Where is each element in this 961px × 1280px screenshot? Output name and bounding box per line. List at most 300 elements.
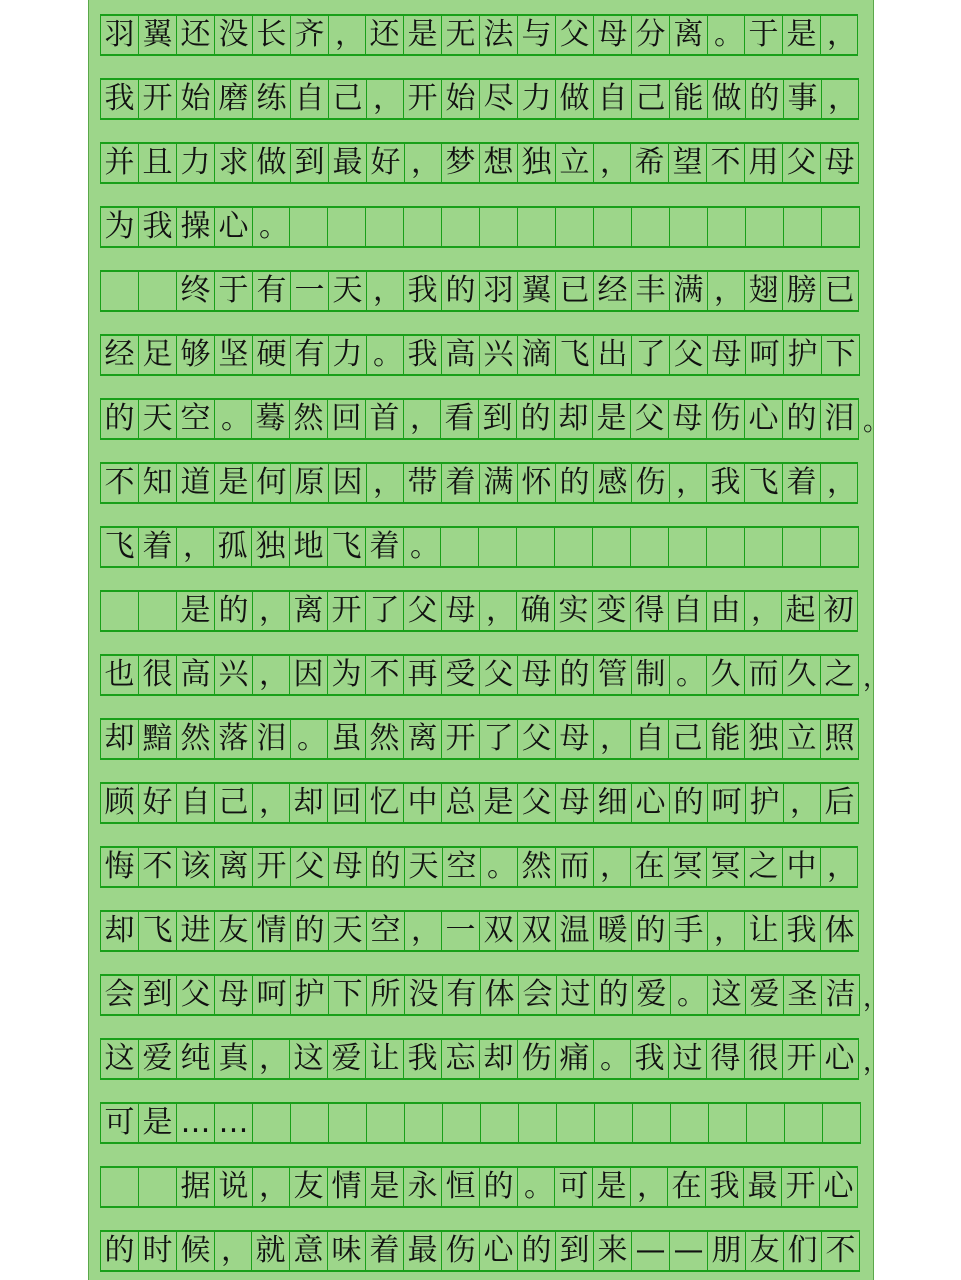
grid-cell: 高 [177,656,215,694]
grid-cell: 母 [594,16,632,54]
grid-cell: 分 [632,16,670,54]
grid-cell: 们 [784,1232,822,1270]
grid-cell: 丰 [632,272,670,310]
grid-cell: 己 [329,80,367,118]
grid-cell: 还 [177,16,215,54]
grid-cell: 做 [708,80,746,118]
grid-cell: 回 [328,784,366,822]
grid-cell: 就 [252,1232,290,1270]
grid-line [100,974,860,1016]
grid-cell: 做 [556,80,594,118]
grid-cell: 求 [215,144,253,182]
grid-cell: ， [405,912,442,950]
grid-cell: 自 [291,80,329,118]
grid-cell: 母 [556,720,594,758]
grid-cell: 我 [139,208,177,246]
grid-cell: 意 [290,1232,328,1270]
margin-punctuation: ， [863,662,890,693]
grid-cell: 情 [253,912,291,950]
grid-cell: 着 [139,528,177,566]
grid-cell: 黯 [139,720,177,758]
grid-cell: 说 [215,1168,253,1206]
grid-cell: 爱 [139,1040,177,1078]
grid-cell: 的 [595,976,633,1014]
grid-cell: 所 [367,976,405,1014]
grid-cell: 候 [177,1232,215,1270]
grid-cell: 翅 [745,272,783,310]
grid-cell: 感 [594,464,632,502]
grid-cell: 是 [480,784,518,822]
grid-cell: ， [784,784,821,822]
grid-cell: 有 [443,976,481,1014]
grid-cell [367,1104,405,1142]
grid-cell [785,1104,823,1142]
grid-cell: 坚 [215,336,253,374]
grid-cell: 会 [101,976,139,1014]
grid-cell: 爱 [746,976,784,1014]
grid-cell: 让 [366,1040,404,1078]
grid-cell: 空 [177,400,215,438]
grid-cell: 望 [669,144,707,182]
grid-cell: 开 [442,720,480,758]
grid-cell: 羽 [101,16,139,54]
grid-cell: 久 [783,656,821,694]
grid-cell: 过 [557,976,595,1014]
grid-cell: 离 [670,16,708,54]
grid-cell [291,1104,329,1142]
grid-cell: 是 [139,1104,177,1142]
grid-cell: 心 [215,208,253,246]
grid-cell: 己 [632,80,670,118]
grid-cell: 飞 [139,912,177,950]
grid-cell: 是 [215,464,253,502]
grid-cell: 的 [291,912,329,950]
grid-cell [443,1104,481,1142]
grid-cell: 的 [517,400,555,438]
grid-cell: 父 [556,16,594,54]
grid-cell: 出 [594,336,632,374]
grid-cell: 我 [101,80,139,118]
grid-cell: 总 [442,784,480,822]
grid-cell: 事 [784,80,822,118]
grid-line [100,718,859,760]
grid-cell: ， [404,400,441,438]
grid-cell: 独 [745,720,783,758]
grid-cell: 最 [744,1168,782,1206]
grid-cell: 着 [366,1232,404,1270]
grid-cell: 冥 [669,848,707,886]
grid-cell: 父 [480,656,518,694]
grid-cell: 己 [215,784,253,822]
grid-cell: 练 [253,80,291,118]
grid-cell: 飞 [101,528,139,566]
grid-cell [633,1104,671,1142]
grid-cell: ， [821,848,858,886]
grid-cell: 着 [783,464,821,502]
grid-cell: 据 [177,1168,215,1206]
grid-cell: 力 [518,80,556,118]
grid-cell: 着 [366,528,404,566]
grid-cell: 做 [253,144,291,182]
grid-cell [139,592,177,630]
grid-cell: 泪 [253,720,291,758]
grid-cell: 自 [594,80,632,118]
grid-cell: 心 [632,784,670,822]
grid-cell [632,208,670,246]
grid-cell [822,208,860,246]
grid-line [100,334,860,376]
grid-cell: 爱 [633,976,671,1014]
grid-cell: 开 [783,1040,821,1078]
grid-cell: 独 [518,144,556,182]
grid-cell: 再 [404,656,442,694]
grid-cell: 母 [442,592,480,630]
grid-cell: 是 [783,16,821,54]
grid-cell: 却 [555,400,593,438]
grid-cell: 在 [631,848,669,886]
grid-cell: 该 [177,848,215,886]
grid-cell: 。 [594,1040,631,1078]
grid-cell: ， [594,720,631,758]
grid-cell: 经 [594,272,632,310]
grid-cell: 。 [671,976,708,1014]
grid-cell: 翼 [139,16,177,54]
margin-punctuation: ， [863,982,890,1013]
grid-cell: 好 [367,144,405,182]
grid-cell: 力 [329,336,367,374]
grid-cell: 地 [290,528,328,566]
grid-line [100,590,858,632]
grid-cell: 离 [404,720,442,758]
grid-cell: 母 [669,400,707,438]
grid-cell: 因 [329,464,367,502]
grid-cell [631,528,669,566]
grid-cell: 心 [480,1232,518,1270]
grid-cell: 却 [101,720,139,758]
grid-cell: 能 [707,720,745,758]
grid-cell [404,208,442,246]
grid-cell: 情 [328,1168,366,1206]
grid-cell: 然 [366,720,404,758]
grid-cell: 圣 [784,976,822,1014]
grid-cell: 孤 [214,528,252,566]
grid-cell: … [215,1104,253,1142]
grid-cell: ， [631,1168,668,1206]
grid-cell: 是 [404,16,442,54]
grid-cell: ， [177,528,214,566]
grid-cell: 护 [746,784,784,822]
grid-cell: ， [594,848,631,886]
grid-cell: 很 [745,1040,783,1078]
grid-cell: 天 [405,848,443,886]
grid-cell: 飞 [328,528,366,566]
grid-cell: 磨 [215,80,253,118]
grid-cell: ， [821,16,858,54]
grid-cell: 我 [404,272,442,310]
grid-cell [555,528,593,566]
grid-cell [139,272,177,310]
grid-cell: 体 [481,976,519,1014]
grid-cell [784,208,822,246]
grid-cell: 父 [518,784,556,822]
grid-cell: 得 [707,1040,745,1078]
grid-cell [593,528,631,566]
grid-cell: 的 [215,592,253,630]
grid-cell: 开 [328,592,366,630]
grid-cell: 希 [631,144,669,182]
grid-cell: 然 [518,848,556,886]
grid-cell: 。 [481,848,518,886]
grid-cell: 双 [480,912,518,950]
grid-cell: 足 [139,336,177,374]
grid-line [100,398,859,440]
grid-cell: 立 [556,144,594,182]
grid-cell: 够 [177,336,215,374]
grid-cell: 我 [783,912,821,950]
grid-cell: 母 [821,144,859,182]
grid-cell: 齐 [291,16,329,54]
grid-cell: … [177,1104,215,1142]
grid-cell: 心 [745,400,783,438]
grid-cell: ， [822,80,859,118]
grid-cell: 翼 [518,272,556,310]
grid-cell: ， [708,912,745,950]
grid-cell: 父 [404,592,442,630]
grid-cell: 受 [442,656,480,694]
grid-cell: 的 [518,1232,556,1270]
grid-cell: 这 [708,976,746,1014]
grid-cell: 没 [215,16,253,54]
grid-cell: 为 [328,656,366,694]
grid-cell [290,208,328,246]
grid-cell: 不 [707,144,745,182]
grid-cell: 空 [443,848,481,886]
grid-cell: 好 [139,784,177,822]
grid-cell: 原 [291,464,329,502]
grid-cell: 手 [670,912,708,950]
grid-cell: 自 [177,784,215,822]
grid-cell: 友 [746,1232,784,1270]
grid-cell: 忘 [442,1040,480,1078]
grid-cell: 开 [253,848,291,886]
grid-cell: 的 [442,272,480,310]
grid-cell: 真 [215,1040,253,1078]
grid-cell: 呵 [253,976,291,1014]
grid-cell: 还 [366,16,404,54]
grid-cell: 友 [215,912,253,950]
grid-cell: 忆 [366,784,404,822]
grid-cell: 与 [518,16,556,54]
grid-cell: 蓦 [252,400,290,438]
grid-cell: 。 [404,528,441,566]
grid-cell [518,208,556,246]
grid-cell: 飞 [745,464,783,502]
grid-cell: 之 [821,656,859,694]
grid-cell: ， [745,592,782,630]
grid-cell: ， [594,144,631,182]
grid-cell: 能 [670,80,708,118]
grid-cell: 的 [556,656,594,694]
grid-cell: 泪 [821,400,859,438]
grid-cell: 中 [404,784,442,822]
grid-cell: 到 [291,144,329,182]
grid-cell [671,1104,709,1142]
grid-line [100,1230,860,1272]
grid-cell: 于 [215,272,253,310]
grid-cell: 父 [177,976,215,1014]
grid-line [100,654,859,696]
grid-cell: 实 [555,592,593,630]
grid-cell: 长 [253,16,291,54]
grid-cell: 带 [404,464,442,502]
grid-cell: 落 [215,720,253,758]
grid-cell [101,592,139,630]
grid-cell: 时 [139,1232,177,1270]
grid-cell: 照 [821,720,859,758]
grid-cell: 纯 [177,1040,215,1078]
grid-cell: 由 [707,592,745,630]
grid-cell: 的 [480,1168,518,1206]
grid-cell: ， [367,464,404,502]
grid-cell: 终 [177,272,215,310]
grid-cell: 道 [177,464,215,502]
grid-cell [480,208,518,246]
grid-cell: 的 [556,464,594,502]
grid-cell [481,1104,519,1142]
grid-cell: 却 [290,784,328,822]
grid-cell: 虽 [328,720,366,758]
grid-cell: 。 [215,400,252,438]
grid-cell: 心 [821,1040,859,1078]
grid-cell: 是 [177,592,215,630]
grid-cell [594,208,632,246]
grid-cell: 羽 [480,272,518,310]
grid-cell: 自 [631,720,669,758]
grid-cell: 的 [101,1232,139,1270]
grid-cell: 已 [821,272,859,310]
grid-cell: 膀 [783,272,821,310]
grid-cell: 来 [594,1232,632,1270]
grid-cell: 不 [139,848,177,886]
grid-cell: 后 [821,784,859,822]
grid-cell: ， [253,656,290,694]
grid-cell: 看 [441,400,479,438]
grid-cell: 用 [745,144,783,182]
grid-cell: 下 [329,976,367,1014]
grid-cell: 且 [139,144,177,182]
grid-cell: 。 [367,336,404,374]
grid-cell: 悔 [101,848,139,886]
grid-cell: 是 [593,400,631,438]
grid-cell: 伤 [632,464,670,502]
grid-cell: 天 [139,400,177,438]
grid-cell [442,208,480,246]
grid-cell [101,1168,139,1206]
grid-cell: 可 [555,1168,593,1206]
grid-cell [670,208,708,246]
grid-cell: 是 [593,1168,631,1206]
grid-cell: 了 [480,720,518,758]
grid-cell: 已 [556,272,594,310]
grid-cell [519,1104,557,1142]
manuscript-paper [88,0,890,1280]
grid-cell: 到 [139,976,177,1014]
grid-cell: 经 [101,336,139,374]
grid-cell: 很 [139,656,177,694]
grid-cell: 不 [101,464,139,502]
grid-cell: ， [405,144,442,182]
grid-cell: 冥 [707,848,745,886]
grid-cell [707,528,745,566]
grid-cell: 法 [480,16,518,54]
grid-cell: ， [821,464,858,502]
grid-cell: 梦 [442,144,480,182]
grid-cell: 却 [480,1040,518,1078]
grid-cell: 到 [556,1232,594,1270]
grid-cell: 呵 [746,336,784,374]
margin-punctuation: 。 [863,406,890,437]
grid-cell: 伤 [442,1232,480,1270]
grid-cell [101,272,139,310]
grid-cell: 。 [708,16,745,54]
grid-cell: 恒 [442,1168,480,1206]
grid-line [100,462,858,504]
grid-cell: 操 [177,208,215,246]
grid-cell: ， [253,1168,290,1206]
grid-cell: 。 [518,1168,555,1206]
grid-line [100,78,859,120]
grid-cell: 母 [215,976,253,1014]
grid-cell: 并 [101,144,139,182]
grid-cell: 飞 [556,336,594,374]
grid-cell: 我 [404,336,442,374]
grid-cell: 变 [593,592,631,630]
grid-cell: 管 [594,656,632,694]
grid-cell: 让 [745,912,783,950]
grid-cell: 体 [821,912,859,950]
grid-cell: 始 [177,80,215,118]
grid-cell: 的 [670,784,708,822]
grid-cell: 起 [782,592,820,630]
grid-cell: ， [253,1040,290,1078]
grid-cell: 也 [101,656,139,694]
grid-cell: 中 [783,848,821,886]
grid-cell: 不 [366,656,404,694]
grid-cell: 制 [632,656,670,694]
grid-cell: 伤 [707,400,745,438]
grid-cell: 心 [820,1168,858,1206]
grid-cell: 爱 [328,1040,366,1078]
grid-cell: 硬 [253,336,291,374]
grid-cell: 而 [745,656,783,694]
grid-cell: 因 [290,656,328,694]
grid-cell: 尽 [480,80,518,118]
grid-cell: 母 [556,784,594,822]
grid-cell [328,208,366,246]
grid-cell: 过 [669,1040,707,1078]
grid-line [100,1166,858,1208]
grid-cell: 高 [442,336,480,374]
grid-cell [708,208,746,246]
grid-cell: 然 [290,400,328,438]
grid-cell: 在 [668,1168,706,1206]
grid-cell: 立 [783,720,821,758]
grid-cell [709,1104,747,1142]
grid-cell: 我 [706,1168,744,1206]
grid-cell: 了 [632,336,670,374]
grid-cell: 开 [139,80,177,118]
margin-punctuation: ， [863,1046,890,1077]
